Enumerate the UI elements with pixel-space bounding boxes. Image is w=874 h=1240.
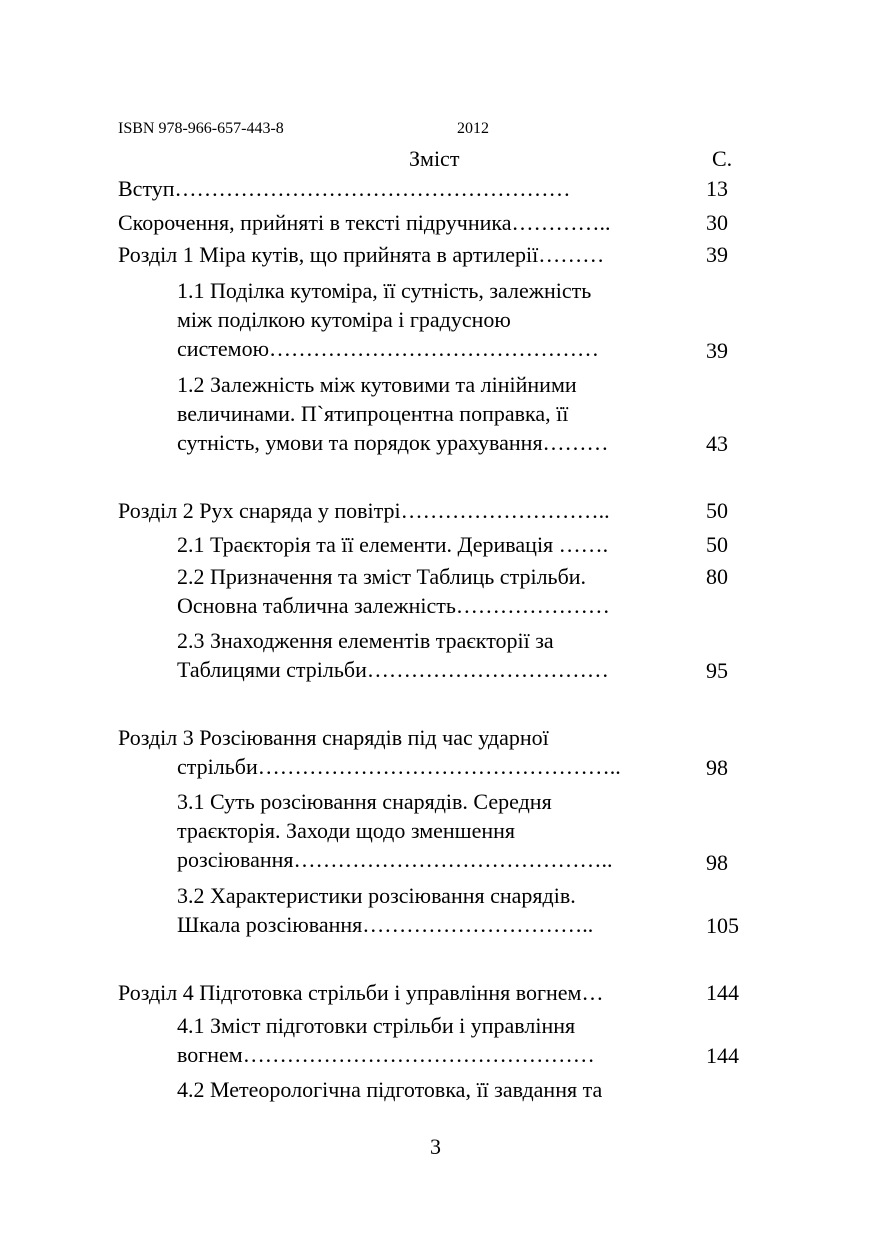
toc-entry-page: 39 bbox=[706, 338, 728, 363]
toc-entry-section-2-2 bbox=[177, 562, 610, 620]
toc-entry-chapter-3 bbox=[118, 723, 621, 781]
toc-entry-abbreviations bbox=[118, 208, 611, 237]
toc-entry-chapter-4 bbox=[118, 978, 603, 1007]
toc-entry-line: Шкала розсіювання………………………….. bbox=[177, 912, 594, 937]
toc-entry-section-1-1 bbox=[177, 276, 599, 363]
toc-entry-page: 43 bbox=[706, 431, 728, 456]
toc-entry-line: Розділ 4 Підготовка стрільби і управління вогнем… bbox=[118, 980, 604, 1005]
isbn-text: ISBN 978-966-657-443-8 bbox=[118, 120, 284, 137]
toc-entry-line: траєкторія. Заходи щодо зменшення bbox=[177, 818, 516, 843]
toc-entry-line: 2.3 Знаходження елементів траєкторії за bbox=[177, 628, 554, 653]
toc-entry-line: 3.2 Характеристики розсіювання снарядів. bbox=[177, 883, 576, 908]
toc-entry-line: розсіювання…………………………………….. bbox=[177, 847, 613, 872]
toc-entry-chapter-1 bbox=[118, 240, 604, 269]
toc-entry-line: величинами. П`ятипроцентна поправка, її bbox=[177, 401, 569, 426]
toc-entry-page: 144 bbox=[706, 1043, 739, 1068]
toc-entry-chapter-2 bbox=[118, 496, 610, 525]
toc-entry-line: 4.2 Метеорологічна підготовка, її завдання та bbox=[177, 1077, 603, 1102]
toc-entry-page: 50 bbox=[706, 532, 728, 557]
toc-entry-line: Розділ 1 Міра кутів, що прийнята в артилерії……… bbox=[118, 242, 605, 267]
toc-page-column-header: С. bbox=[712, 146, 733, 171]
toc-entry-line: 4.1 Зміст підготовки стрільби і управління bbox=[177, 1013, 576, 1038]
toc-entry-line: системою……………………………………… bbox=[177, 336, 600, 361]
toc-entry-page: 105 bbox=[706, 913, 739, 938]
toc-entry-page: 39 bbox=[706, 242, 728, 267]
toc-entry-line: Таблицями стрільби…………………………… bbox=[177, 657, 609, 682]
toc-entry-page: 98 bbox=[706, 850, 728, 875]
page-number: 3 bbox=[430, 1134, 441, 1159]
toc-entry-line: Основна таблична залежність………………… bbox=[177, 593, 610, 618]
toc-entry-page: 50 bbox=[706, 498, 728, 523]
toc-entry-line: сутність, умови та порядок урахування……… bbox=[177, 430, 609, 455]
toc-entry-line: 1.2 Залежність між кутовими та лінійними bbox=[177, 372, 577, 397]
toc-title: Зміст bbox=[409, 146, 460, 171]
toc-entry-page: 13 bbox=[706, 176, 728, 201]
toc-entry-section-4-1 bbox=[177, 1011, 595, 1069]
toc-entry-line: стрільби………………………………………….. bbox=[177, 754, 621, 779]
toc-entry-line: 1.1 Поділка кутоміра, її сутність, залежність bbox=[177, 278, 592, 303]
toc-entry-intro bbox=[118, 174, 571, 203]
toc-entry-line: Скорочення, прийняті в тексті підручника………….. bbox=[118, 210, 611, 235]
toc-entry-line: 2.1 Траєкторія та її елементи. Деривація ……. bbox=[177, 532, 609, 557]
toc-entry-section-2-1 bbox=[177, 530, 608, 559]
toc-entry-page: 30 bbox=[706, 210, 728, 235]
toc-entry-section-4-2 bbox=[177, 1075, 602, 1104]
toc-entry-line: Вступ……………………………………………… bbox=[118, 176, 571, 201]
toc-entry-section-3-1 bbox=[177, 787, 613, 874]
year-text: 2012 bbox=[457, 120, 489, 137]
toc-entry-line: Розділ 3 Розсіювання снарядів під час ударної bbox=[118, 725, 549, 750]
toc-entry-section-2-3 bbox=[177, 626, 609, 684]
toc-entry-section-3-2 bbox=[177, 881, 593, 939]
toc-entry-line: між поділкою кутоміра і градусною bbox=[177, 307, 511, 332]
toc-entry-line: 3.1 Суть розсіювання снарядів. Середня bbox=[177, 789, 552, 814]
toc-entry-line: 2.2 Призначення та зміст Таблиць стрільби. bbox=[177, 564, 587, 589]
toc-entry-page: 95 bbox=[706, 658, 728, 683]
toc-entry-line: вогнем………………………………………… bbox=[177, 1042, 595, 1067]
toc-entry-page: 80 bbox=[706, 564, 728, 589]
toc-entry-page: 98 bbox=[706, 755, 728, 780]
toc-entry-page: 144 bbox=[706, 980, 739, 1005]
toc-entry-section-1-2 bbox=[177, 370, 609, 457]
toc-entry-line: Розділ 2 Рух снаряда у повітрі……………………….. bbox=[118, 498, 610, 523]
